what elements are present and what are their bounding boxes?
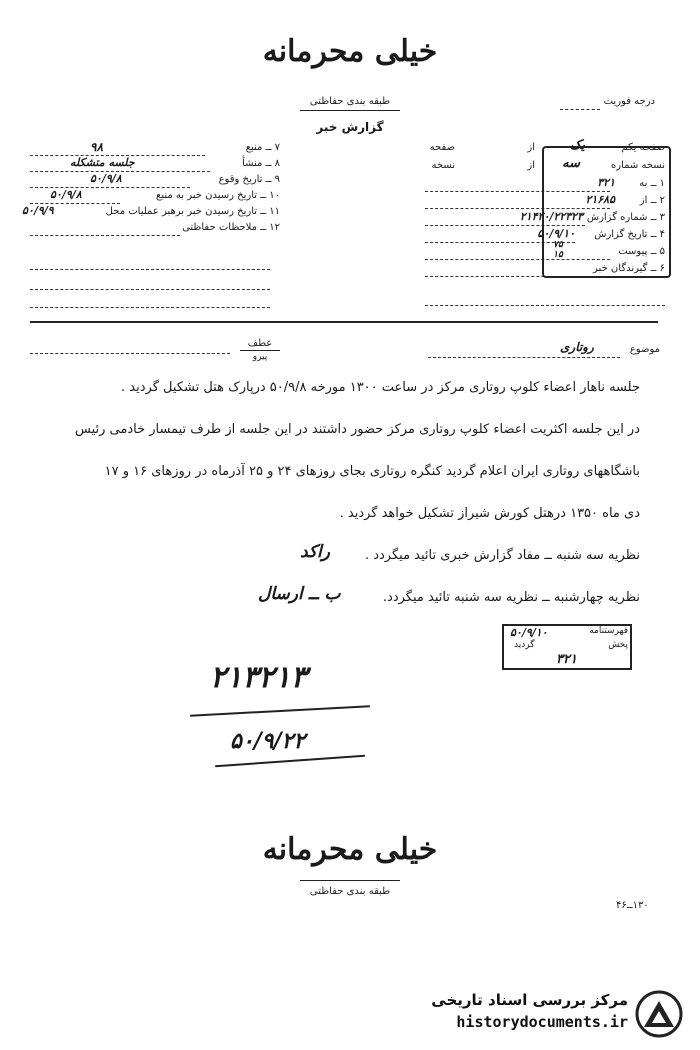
field-value: ۵۰/۹/۱۰ bbox=[537, 227, 575, 240]
field-row bbox=[30, 158, 280, 174]
stamp-note-line: ۷۵ bbox=[553, 240, 563, 250]
archive-underline bbox=[190, 705, 370, 716]
report-title: گزارش خبر bbox=[316, 120, 384, 134]
watermark-name: مرکز بررسی اسناد تاریخی bbox=[431, 991, 628, 1009]
field-label: ۲ ــ از bbox=[639, 195, 665, 206]
subject-label: موضوع bbox=[629, 344, 660, 355]
body-line: جلسه ناهار اعضاء کلوپ روتاری مرکز در ساعت ۱۳۰۰ مورخه ۵۰/۹/۸ درپارک هتل تشکیل گردید . bbox=[121, 380, 640, 395]
priority-line bbox=[560, 108, 600, 110]
field-label: ۴ ــ تاریخ گزارش bbox=[594, 229, 665, 240]
stamp-value: ۳۲۱ bbox=[556, 652, 577, 667]
field-value: ۵۰/۹/۹ bbox=[22, 204, 54, 217]
archive-date: ۵۰/۹/۲۲ bbox=[230, 728, 306, 754]
left-fields bbox=[22, 140, 280, 238]
field-label: ۳ ــ شماره گزارش bbox=[586, 212, 665, 223]
archive-logo-icon bbox=[634, 989, 684, 1039]
stamp-row bbox=[504, 626, 630, 640]
field-mid: از bbox=[527, 142, 535, 153]
field-value: ۳۲۱ bbox=[597, 176, 615, 189]
watermark-url: historydocuments.ir bbox=[456, 1013, 628, 1031]
field-value: ۲۱۴۲۰/۲۲۳۲۳ bbox=[519, 210, 583, 223]
stamp-note bbox=[548, 240, 568, 260]
stamp-value: گردید bbox=[514, 640, 535, 650]
classification-label: طبقه بندی حفاظتی bbox=[309, 96, 391, 107]
blank-line bbox=[30, 306, 270, 308]
field-label: ۵ ــ پیوست bbox=[618, 246, 665, 257]
body-line: دی ماه ۱۳۵۰ درهتل کورش شیراز تشکیل خواهد گردید . bbox=[339, 506, 640, 521]
field-label: ۱۱ ــ تاریخ رسیدن خبر برهبر عملیات محل bbox=[105, 206, 280, 217]
atf-sub: پیرو bbox=[252, 352, 268, 362]
field-row bbox=[22, 204, 280, 222]
field-row bbox=[30, 190, 280, 206]
field-mid: از bbox=[527, 160, 535, 171]
field-value: یک bbox=[569, 138, 585, 153]
stamp-row bbox=[504, 654, 630, 668]
field-label: نسخه شماره bbox=[611, 160, 665, 171]
subject-line bbox=[428, 356, 620, 358]
opinion-signature: راکد bbox=[300, 542, 330, 562]
field-line bbox=[30, 234, 180, 236]
footer-classification-label: طبقه بندی حفاظتی bbox=[309, 886, 391, 897]
field-end: نسخه bbox=[431, 160, 455, 171]
field-label: ۱ ــ به bbox=[639, 178, 665, 189]
subject-value: روتاری bbox=[560, 340, 594, 354]
archive-date-underline bbox=[215, 755, 365, 767]
field-end: صفحه bbox=[429, 142, 455, 153]
body-line: در این جلسه اکثریت اعضاء کلوپ روتاری مرکز حضور داشتند در این جلسه از طرف تیمسار خادمی رئیس bbox=[75, 422, 640, 437]
field-label: ۹ ــ تاریخ وقوع bbox=[218, 174, 280, 185]
blank-line bbox=[30, 288, 270, 290]
field-label: ۱۲ ــ ملاحظات حفاظتی bbox=[182, 222, 280, 233]
priority-label: درجه فوریت bbox=[603, 96, 655, 107]
field-value: ۵۰/۹/۸ bbox=[90, 172, 122, 185]
atf-label: عطف bbox=[247, 338, 273, 349]
stamp-value: ۵۰/۹/۱۰ bbox=[510, 626, 548, 639]
field-value: ۵۰/۹/۸ bbox=[50, 188, 82, 201]
field-label: ۶ ــ گیرندگان خبر bbox=[593, 263, 665, 274]
blank-line bbox=[30, 268, 270, 270]
field-row bbox=[30, 142, 280, 158]
form-code: ۱۳۰ــ۴۶ bbox=[616, 900, 649, 911]
classification-divider bbox=[300, 110, 400, 111]
body-line: نظریه چهارشنبه ــ نظریه سه شنبه تائید میگردد. bbox=[382, 590, 640, 605]
field-label: ۱۰ ــ تاریخ رسیدن خبر به منبع bbox=[156, 190, 280, 201]
watermark bbox=[418, 985, 688, 1045]
field-row bbox=[30, 222, 280, 238]
section-divider bbox=[30, 321, 658, 323]
footer-title: خیلی محرمانه bbox=[262, 832, 438, 867]
opinion-signature: ب ــ ارسال bbox=[258, 584, 341, 604]
body-line: باشگاههای روتاری ایران اعلام گردید کنگره روتاری بجای روزهای ۲۴ و ۲۵ آذرماه در روزهای ۱۶ و ۱۷ bbox=[104, 464, 640, 479]
distribution-stamp bbox=[502, 624, 632, 670]
page-title: خیلی محرمانه bbox=[262, 34, 438, 69]
field-value: سه bbox=[562, 156, 580, 171]
atf-divider bbox=[240, 350, 280, 351]
field-label: ۷ ــ منبع bbox=[245, 142, 280, 153]
blank-line bbox=[425, 304, 665, 306]
field-label: ۸ ــ منشأ bbox=[242, 158, 280, 169]
field-value: ۹۸ bbox=[90, 140, 103, 154]
archive-number: ۲۱۳۲۱۳ bbox=[210, 660, 307, 695]
footer-divider bbox=[300, 880, 400, 881]
field-label: صفحه یکم bbox=[621, 142, 665, 153]
body-line: نظریه سه شنبه ــ مفاد گزارش خبری تائید میگردد . bbox=[364, 548, 640, 563]
stamp-note-line: ۱۵ bbox=[553, 250, 563, 260]
field-value: جلسه متشکله bbox=[70, 156, 135, 169]
stamp-label: پخش bbox=[608, 640, 628, 650]
field-value: ۲۱۶۸۵ bbox=[585, 193, 615, 206]
atf-line bbox=[30, 352, 230, 354]
stamp-label: فهرستنامه bbox=[589, 626, 628, 636]
